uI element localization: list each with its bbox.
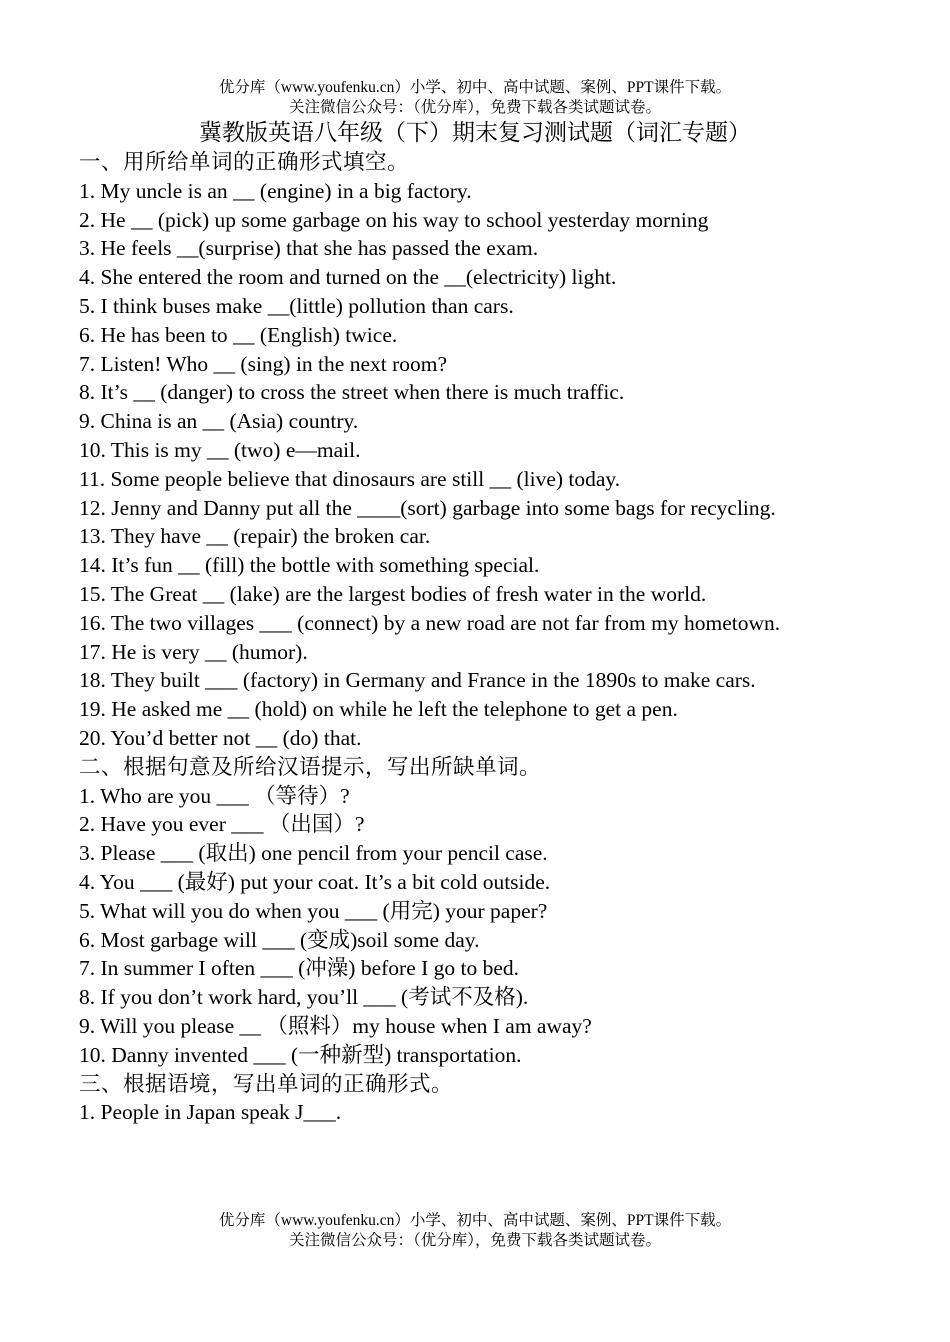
footer-line-1: 优分库（www.youfenku.cn）小学、初中、高中试题、案例、PPT课件下载。	[218, 1212, 732, 1229]
question-item: 12. Jenny and Danny put all the ____(sort) garbage into some bags for recycling.	[79, 495, 776, 520]
question-item: 2. Have you ever ___ （出国）?	[79, 812, 365, 837]
question-item: 4. She entered the room and turned on the __(electricity) light.	[79, 265, 617, 290]
section-3-heading: 三、根据语境，写出单词的正确形式。	[79, 1071, 454, 1096]
document-title: 冀教版英语八年级（下）期末复习测试题（词汇专题）	[199, 120, 751, 145]
question-item: 8. It’s __ (danger) to cross the street when there is much traffic.	[79, 380, 625, 405]
question-item: 20. You’d better not __ (do) that.	[79, 725, 362, 750]
document-body	[79, 148, 871, 1127]
question-item: 13. They have __ (repair) the broken car.	[79, 524, 431, 549]
question-item: 15. The Great __ (lake) are the largest bodies of fresh water in the world.	[79, 581, 707, 606]
header-line-2: 关注微信公众号：（优分库），免费下载各类试题试卷。	[288, 99, 661, 116]
question-item: 9. China is an __ (Asia) country.	[79, 409, 359, 434]
section-1-heading: 一、用所给单词的正确形式填空。	[79, 150, 410, 174]
section-2-heading: 二、根据句意及所给汉语提示，写出所缺单词。	[79, 754, 542, 779]
header-line-1: 优分库（www.youfenku.cn）小学、初中、高中试题、案例、PPT课件下载。	[218, 79, 732, 96]
question-item: 3. Please ___ (取出) one pencil from your pencil case.	[79, 841, 548, 866]
question-item: 1. People in Japan speak J___.	[79, 1100, 342, 1125]
question-item: 5. What will you do when you ___ (用完) your paper?	[79, 898, 548, 923]
question-item: 9. Will you please __ （照料）my house when I am away?	[79, 1013, 592, 1038]
question-item: 1. My uncle is an __ (engine) in a big factory.	[79, 178, 472, 203]
question-item: 4. You ___ (最好) put your coat. It’s a bit cold outside.	[79, 869, 551, 894]
question-item: 14. It’s fun __ (fill) the bottle with something special.	[79, 553, 540, 578]
question-item: 7. Listen! Who __ (sing) in the next room?	[79, 351, 448, 376]
question-item: 5. I think buses make __(little) pollution than cars.	[79, 293, 514, 318]
question-item: 6. He has been to __ (English) twice.	[79, 322, 398, 347]
question-item: 3. He feels __(surprise) that she has passed the exam.	[79, 236, 539, 261]
page-footer	[0, 1211, 950, 1251]
question-item: 10. Danny invented ___ (一种新型) transportation.	[79, 1042, 522, 1067]
question-item: 11. Some people believe that dinosaurs are still __ (live) today.	[79, 466, 621, 491]
question-item: 6. Most garbage will ___ (变成)soil some day.	[79, 927, 480, 952]
question-item: 8. If you don’t work hard, you’ll ___ (考试不及格).	[79, 985, 529, 1010]
question-item: 1. Who are you ___ （等待）?	[79, 783, 350, 808]
question-item: 2. He __ (pick) up some garbage on his way to school yesterday morning	[79, 207, 709, 232]
footer-line-2: 关注微信公众号：（优分库），免费下载各类试题试卷。	[288, 1232, 661, 1249]
question-item: 19. He asked me __ (hold) on while he left the telephone to get a pen.	[79, 697, 678, 722]
question-item: 7. In summer I often ___ (冲澡) before I go to bed.	[79, 956, 520, 981]
question-item: 16. The two villages ___ (connect) by a new road are not far from my hometown.	[79, 610, 781, 635]
question-item: 10. This is my __ (two) e—mail.	[79, 437, 361, 462]
question-item: 18. They built ___ (factory) in Germany and France in the 1890s to make cars.	[79, 668, 756, 693]
page-header	[0, 78, 950, 118]
question-item: 17. He is very __ (humor).	[79, 639, 308, 664]
